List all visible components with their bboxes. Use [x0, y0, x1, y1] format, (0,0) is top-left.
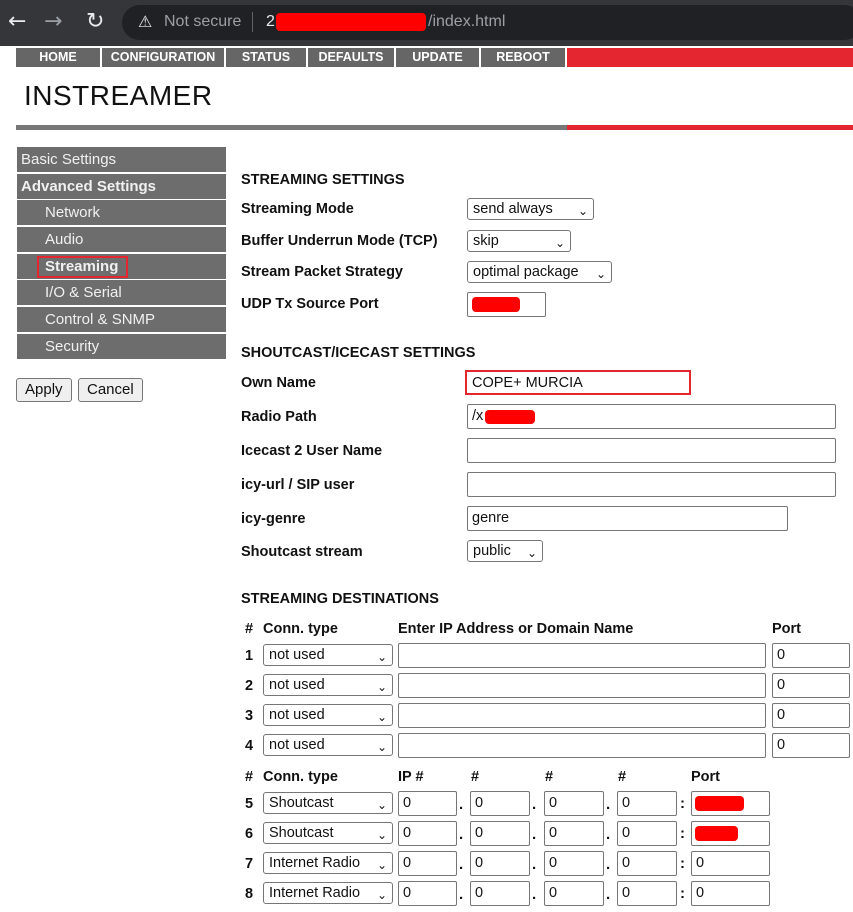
port-input[interactable]: 0 [772, 703, 850, 728]
udp-port-input[interactable] [467, 292, 546, 317]
col-ip3-header: # [545, 769, 554, 785]
radio-path-label: Radio Path [241, 409, 317, 425]
ip-octet-1-input[interactable]: 0 [398, 851, 457, 876]
url-prefix: 2 [266, 13, 275, 30]
streaming-mode-label: Streaming Mode [241, 201, 354, 217]
conn-type-select[interactable] [263, 644, 393, 666]
ip-dot: . [532, 886, 537, 903]
redacted-host [276, 13, 426, 31]
ip-octet-4-input[interactable]: 0 [617, 821, 677, 846]
col-ip4-header: # [618, 769, 627, 785]
row-number: 2 [245, 678, 254, 694]
port-input[interactable]: 0 [772, 643, 850, 668]
apply-button[interactable]: Apply [16, 378, 72, 402]
ip-dot: . [459, 856, 464, 873]
own-name-highlight [465, 370, 691, 395]
sidebar-item-control-snmp[interactable]: Control & SNMP [17, 307, 226, 332]
redacted-value [695, 796, 744, 811]
radio-path-input[interactable] [467, 404, 836, 429]
shoutcast-stream-label: Shoutcast stream [241, 544, 363, 560]
shoutcast-stream-select[interactable] [467, 540, 543, 562]
row-number: 7 [245, 856, 254, 872]
radio-path-prefix: /x [472, 408, 484, 424]
col-num-header: # [245, 621, 254, 637]
port-input[interactable]: 0 [772, 733, 850, 758]
menu-accent [567, 48, 853, 67]
conn-type-select[interactable] [263, 852, 393, 874]
row-number: 6 [245, 826, 254, 842]
ip-dot: . [532, 856, 537, 873]
streaming-settings-title: STREAMING SETTINGS [241, 172, 405, 188]
underrun-mode-label: Buffer Underrun Mode (TCP) [241, 233, 438, 249]
port-colon: : [680, 855, 685, 872]
port-colon: : [680, 885, 685, 902]
address-separator [252, 12, 253, 32]
ip-octet-1-input[interactable]: 0 [398, 881, 457, 906]
conn-type-value: Shoutcast [269, 795, 334, 811]
ip-octet-3-input[interactable]: 0 [544, 851, 604, 876]
sidebar-basic-settings[interactable]: Basic Settings [17, 147, 226, 172]
chevron-down-icon: ⌄ [376, 858, 387, 872]
sidebar-advanced-settings[interactable]: Advanced Settings [17, 174, 226, 199]
address-input[interactable] [398, 703, 766, 728]
port-input[interactable]: 0 [691, 851, 770, 876]
conn-type-select[interactable] [263, 674, 393, 696]
ip-octet-2-input[interactable]: 0 [470, 791, 530, 816]
warning-icon: ⚠ [138, 12, 153, 31]
col-port-header: Port [772, 621, 801, 637]
menu-home[interactable]: HOME [16, 48, 102, 67]
menu-configuration[interactable]: CONFIGURATION [102, 48, 226, 67]
reload-icon[interactable]: ↻ [86, 9, 105, 34]
conn-type-value: not used [269, 707, 325, 723]
ip-octet-1-input[interactable]: 0 [398, 821, 457, 846]
ip-dot: . [532, 826, 537, 843]
redacted-value [472, 297, 520, 312]
menu-update[interactable]: UPDATE [396, 48, 481, 67]
row-number: 5 [245, 796, 254, 812]
chevron-down-icon: ⌄ [376, 710, 387, 724]
ip-octet-3-input[interactable]: 0 [544, 821, 604, 846]
divider-accent [567, 125, 853, 130]
icecast-user-input[interactable] [467, 438, 836, 463]
chevron-down-icon: ⌄ [376, 828, 387, 842]
ip-dot: . [459, 826, 464, 843]
port-colon: : [680, 825, 685, 842]
port-colon: : [680, 795, 685, 812]
redacted-value [485, 410, 535, 424]
conn-type-value: Internet Radio [269, 885, 361, 901]
col-ip2-header: # [471, 769, 480, 785]
ip-octet-4-input[interactable]: 0 [617, 851, 677, 876]
back-arrow-icon[interactable]: ← [8, 9, 27, 34]
chevron-down-icon: ⌄ [376, 798, 387, 812]
col-port-header: Port [691, 769, 720, 785]
icy-url-input[interactable] [467, 472, 836, 497]
col-conn-header: Conn. type [263, 769, 338, 785]
own-name-label: Own Name [241, 375, 316, 391]
sidebar-item-security[interactable]: Security [17, 334, 226, 359]
streaming-mode-value: send always [473, 201, 553, 217]
menu-status[interactable]: STATUS [226, 48, 308, 67]
ip-octet-4-input[interactable]: 0 [617, 791, 677, 816]
ip-octet-3-input[interactable]: 0 [544, 791, 604, 816]
address-input[interactable] [398, 673, 766, 698]
col-num-header: # [245, 769, 254, 785]
chevron-down-icon: ⌄ [376, 680, 387, 694]
ip-octet-2-input[interactable]: 0 [470, 881, 530, 906]
sidebar-item-io-serial[interactable]: I/O & Serial [17, 280, 226, 305]
title-divider [16, 125, 853, 130]
cancel-button[interactable]: Cancel [78, 378, 143, 402]
forward-arrow-icon[interactable]: → [44, 9, 63, 34]
ip-dot: . [532, 796, 537, 813]
row-number: 8 [245, 886, 254, 902]
chevron-down-icon: ⌄ [554, 236, 565, 250]
chevron-down-icon: ⌄ [526, 546, 537, 560]
browser-toolbar [0, 0, 853, 46]
underrun-mode-select[interactable] [467, 230, 571, 252]
port-input[interactable]: 0 [772, 673, 850, 698]
row-number: 1 [245, 648, 254, 664]
sidebar-item-audio[interactable]: Audio [17, 227, 226, 252]
chevron-down-icon: ⌄ [376, 650, 387, 664]
redacted-value [695, 826, 738, 841]
ip-octet-1-input[interactable]: 0 [398, 791, 457, 816]
ip-octet-2-input[interactable]: 0 [470, 821, 530, 846]
conn-type-select[interactable] [263, 704, 393, 726]
ip-dot: . [459, 886, 464, 903]
col-address-header: Enter IP Address or Domain Name [398, 621, 634, 637]
row-number: 4 [245, 738, 254, 754]
icy-genre-input[interactable]: genre [467, 506, 788, 531]
row-number: 3 [245, 708, 254, 724]
port-input[interactable] [691, 821, 770, 846]
shoutcast-stream-value: public [473, 543, 511, 559]
icy-genre-label: icy-genre [241, 511, 306, 527]
ip-dot: . [459, 796, 464, 813]
ip-octet-4-input[interactable]: 0 [617, 881, 677, 906]
underrun-mode-value: skip [473, 233, 499, 249]
address-bar[interactable] [122, 5, 853, 40]
menu-defaults[interactable]: DEFAULTS [308, 48, 396, 67]
packet-strategy-select[interactable] [467, 261, 612, 283]
streaming-highlight [37, 256, 128, 278]
icecast-user-label: Icecast 2 User Name [241, 443, 383, 459]
conn-type-select[interactable] [263, 734, 393, 756]
packet-strategy-value: optimal package [473, 264, 579, 280]
chevron-down-icon: ⌄ [376, 888, 387, 902]
address-input[interactable] [398, 733, 766, 758]
ip-dot: . [606, 826, 611, 843]
conn-type-select[interactable] [263, 792, 393, 814]
col-ip-header: IP # [398, 769, 424, 785]
ip-dot: . [606, 796, 611, 813]
chevron-down-icon: ⌄ [376, 740, 387, 754]
packet-strategy-label: Stream Packet Strategy [241, 264, 403, 280]
conn-type-value: Internet Radio [269, 855, 361, 871]
port-input[interactable] [691, 791, 770, 816]
sidebar-item-network[interactable]: Network [17, 200, 226, 225]
chevron-down-icon: ⌄ [577, 204, 588, 218]
shoutcast-settings-title: SHOUTCAST/ICECAST SETTINGS [241, 345, 476, 361]
conn-type-value: not used [269, 737, 325, 753]
chevron-down-icon: ⌄ [595, 267, 606, 281]
conn-type-select[interactable] [263, 882, 393, 904]
own-name-input[interactable]: COPE+ MURCIA [467, 371, 689, 396]
sidebar-item-streaming[interactable]: Streaming [17, 254, 226, 279]
ip-dot: . [606, 856, 611, 873]
port-input[interactable]: 0 [691, 881, 770, 906]
url-path: /index.html [428, 13, 506, 30]
ip-dot: . [606, 886, 611, 903]
col-conn-header: Conn. type [263, 621, 338, 637]
conn-type-select[interactable] [263, 822, 393, 844]
not-secure-label: Not secure [164, 13, 242, 30]
conn-type-value: not used [269, 647, 325, 663]
ip-octet-3-input[interactable]: 0 [544, 881, 604, 906]
address-input[interactable] [398, 643, 766, 668]
icy-url-label: icy-url / SIP user [241, 477, 355, 493]
destinations-title: STREAMING DESTINATIONS [241, 591, 439, 607]
page-title: INSTREAMER [24, 80, 213, 111]
ip-octet-2-input[interactable]: 0 [470, 851, 530, 876]
top-menu-bar [16, 48, 853, 67]
conn-type-value: not used [269, 677, 325, 693]
menu-reboot[interactable]: REBOOT [481, 48, 567, 67]
streaming-mode-select[interactable] [467, 198, 594, 220]
udp-port-label: UDP Tx Source Port [241, 296, 379, 312]
conn-type-value: Shoutcast [269, 825, 334, 841]
